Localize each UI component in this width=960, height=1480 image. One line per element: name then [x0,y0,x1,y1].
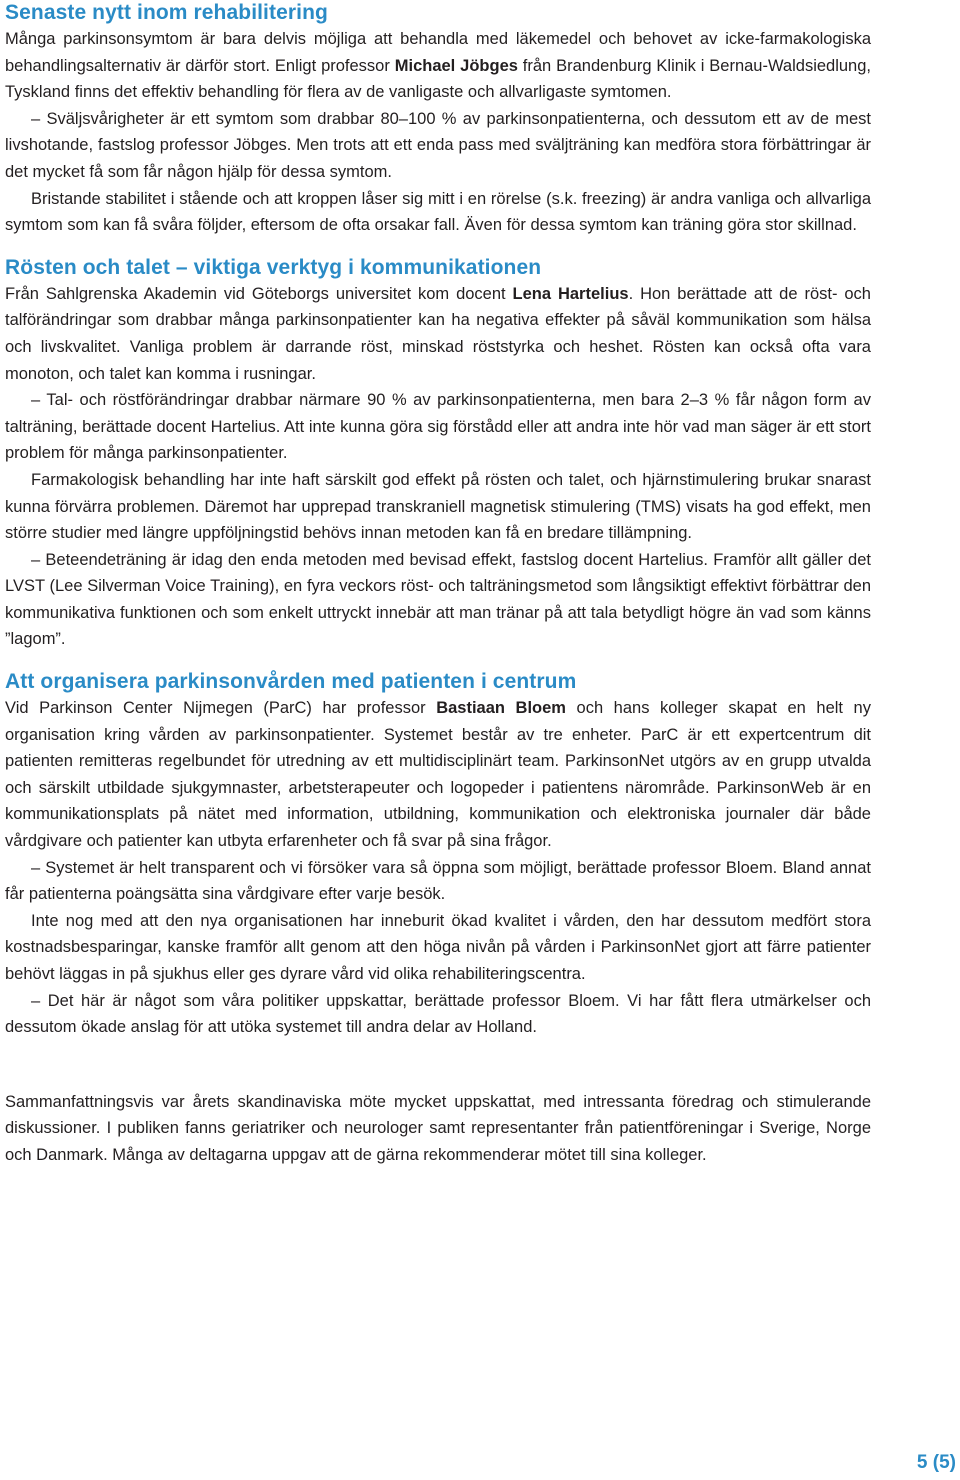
paragraph: – Det här är något som våra politiker uppskattar, berättade professor Bloem. Vi har fått flera utmärkelser och dessutom ökade anslag för att utöka systemet till andra delar av Holland. [5,991,871,1037]
person-name: Lena Hartelius [512,284,629,303]
text: Vid Parkinson Center Nijmegen (ParC) har professor [5,699,437,718]
summary-paragraph: Sammanfattningsvis var årets skandinaviska möte mycket uppskattat, med intressanta föredrag och stimulerande diskussioner. I publiken fanns geriatriker och neurologer samt representanter från patientföreningar i Sverige, Norge och Danmark. Många av deltagarna uppgav att de gärna rekommenderar mötet till sina kolleger. [5,1092,871,1164]
text: och hans kolleger skapat en helt ny organisation kring vården av parkinsonpatienter. Systemet består av tre enheter. ParC är ett expertcentrum dit patienten remitteras regelbundet för utredning av ett multidisciplinärt team. ParkinsonNet utgörs av en grupp utvalda och särskilt utbildade sjukgymnaster, arbetsterapeuter och logopeder i patientens närområde. ParkinsonWeb är en kommunikationsplats på nätet med information, utbildning, kommunikation och elektroniska journaler där både vårdgivare och patienter kan utbyta erfarenheter och få svar på sina frågor. [5,699,871,851]
paragraph: Bristande stabilitet i stående och att kroppen låser sig mitt i en rörelse (s.k. freezing) är andra vanliga och allvarliga symtom som kan få svåra följder, eftersom de ofta orsakar fall. Även för dessa symtom kan träning göra stor skillnad. [5,189,871,235]
text: Från Sahlgrenska Akademin vid Göteborgs universitet kom docent [5,284,513,303]
paragraph: – Beteendeträning är idag den enda metoden med bevisad effekt, fastslog docent Hartelius. Framför allt gäller det LVST (Lee Silverman Voice Training), en fyra veckors röst- och talträningsmetod som långsiktigt effektivt förbättrar den kommunikativa funktionen och som enkelt uttryckt innebär att man tränar på att tala betydligt högre än vad som känns ”lagom”. [5,550,871,649]
text: Många parkinsonsymtom är bara delvis möjliga att behandla med läkemedel och behovet av icke-farmakologiska behandlingsalternativ är därför stort. Enligt professor [5,30,871,75]
paragraph [5,26,871,106]
paragraph [5,695,871,855]
section-heading-voice: Rösten och talet – viktiga verktyg i kommunikationen [5,255,542,279]
page-number: 5 (5) [916,1452,956,1473]
text: . Hon berättade att de röst- och talförändringar som drabbar många parkinsonpatienter kan ha negativa effekter på såväl kommunikation som hälsa och livskvalitet. Vanliga problem är darrande röst, minskad röststyrka och heshet. Rösten kan också ofta vara monoton, och talet kan komma i rusningar. [5,284,871,383]
section-heading-rehabilitation: Senaste nytt inom rehabilitering [5,1,328,24]
paragraph: – Tal- och röstförändringar drabbar närmare 90 % av parkinsonpatienterna, men bara 2–3 % får någon form av talträning, berättade docent Hartelius. Att inte kunna göra sig förstådd eller att andra inte hör vad man säger är ett stort problem för många parkinsonpatienter. [5,391,871,463]
person-name: Bastiaan Bloem [436,699,566,718]
paragraph: – Sväljsvårigheter är ett symtom som drabbar 80–100 % av parkinsonpatienterna, och dessutom ett av de mest livshotande, fastslog professor Jöbges. Men trots att ett enda pass med sväljträning kan medföra stora förbättringar är det mycket få som får någon hjälp för dessa symtom. [5,109,871,181]
section-heading-organisation: Att organisera parkinsonvården med patienten i centrum [5,670,577,694]
paragraph: Farmakologisk behandling har inte haft särskilt god effekt på rösten och talet, och hjärnstimulering brukar snarast kunna förvärra problemen. Däremot har upprepad transkraniell magnetisk stimulering (TMS) visats ha god effekt, men större studier med längre uppföljningstid behövs innan metoden kan få en bredare tillämpning. [5,470,871,543]
text: från Brandenburg Klinik i Bernau-Waldsiedlung, Tyskland finns det effektiv behandling för flera av de vanligaste och allvarligaste symtomen. [5,56,871,102]
paragraph [5,281,871,387]
paragraph: – Systemet är helt transparent och vi försöker vara så öppna som möjligt, berättade professor Bloem. Bland annat får patienterna poängsätta sina vårdgivare efter varje besök. [5,858,871,904]
article-page [5,0,871,1169]
paragraph: Inte nog med att den nya organisationen har inneburit ökad kvalitet i vården, den har dessutom medfört stora kostnadsbesparingar, kanske framför allt genom att den höga nivån på vården i ParkinsonNet gjort att färre patienter behövt läggas in på sjukhus eller ges dyrare vård vid olika rehabiliteringscentra. [5,911,871,983]
person-name: Michael Jöbges [394,56,518,75]
